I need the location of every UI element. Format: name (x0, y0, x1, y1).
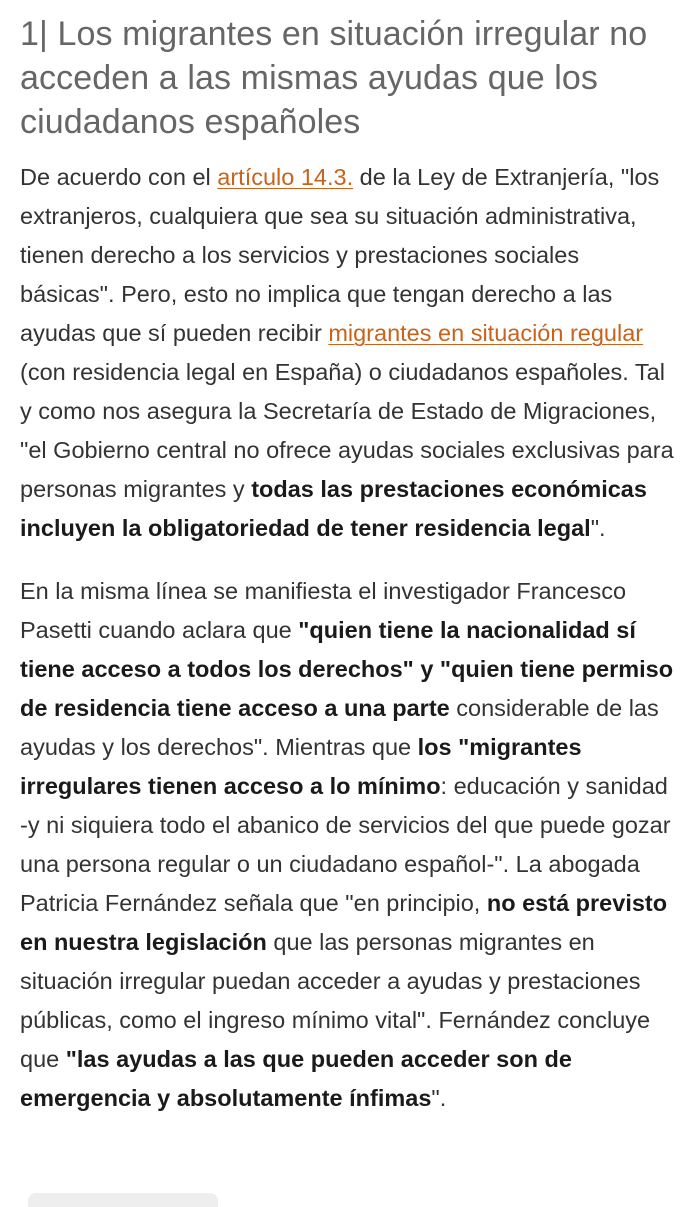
paragraph-1 (20, 158, 680, 548)
p2-text-4: que las personas migrantes en situación irregular puedan acceder a ayudas y prestaciones públicas, como el ingreso mínimo vital". Fernández concluye que (20, 929, 651, 1072)
bottom-sheet-edge (28, 1193, 218, 1207)
paragraph-2 (20, 572, 680, 1118)
p2-bold-1: "quien tiene la nacionalidad sí tiene acceso a todos los derechos" y "quien tiene permiso de residencia tiene acceso a una parte (20, 617, 674, 721)
link-articulo-14-3[interactable]: artículo 14.3. (217, 164, 354, 190)
p1-text-4: ". (590, 515, 606, 541)
link-migrantes-situacion-regular[interactable]: migrantes en situación regular (328, 320, 644, 346)
p2-text-2: considerable de las ayudas y los derechos". Mientras que (20, 695, 659, 760)
p2-bold-3: no está previsto en nuestra legislación (20, 890, 668, 955)
article-body (20, 12, 680, 1142)
p1-bold-1: todas las prestaciones económicas incluyen la obligatoriedad de tener residencia legal (20, 476, 647, 541)
p1-text-2: de la Ley de Extranjería, "los extranjeros, cualquiera que sea su situación administrativa, tienen derecho a los servicios y prestaciones sociales básicas". Pero, esto no implica que tengan derecho a las ayudas que sí pueden recibir (20, 164, 660, 346)
p2-text-5: ". (431, 1085, 447, 1111)
p1-text-1: De acuerdo con el (20, 164, 218, 190)
p1-text-3: (con residencia legal en España) o ciudadanos españoles. Tal y como nos asegura la Secretaría de Estado de Migraciones, "el Gobierno central no ofrece ayudas sociales exclusivas para personas migrantes y (20, 359, 674, 502)
p2-text-1: En la misma línea se manifiesta el investigador Francesco Pasetti cuando aclara que (20, 578, 627, 643)
p2-bold-4: "las ayudas a las que pueden acceder son de emergencia y absolutamente ínfimas (20, 1046, 572, 1111)
p2-text-3: : educación y sanidad -y ni siquiera todo el abanico de servicios del que puede gozar una persona regular o un ciudadano español-". La abogada Patricia Fernández señala que "en principio, (20, 773, 671, 916)
section-heading: 1| Los migrantes en situación irregular no acceden a las mismas ayudas que los ciudadanos españoles (20, 15, 648, 141)
p2-bold-2: los "migrantes irregulares tienen acceso a lo mínimo (20, 734, 582, 799)
